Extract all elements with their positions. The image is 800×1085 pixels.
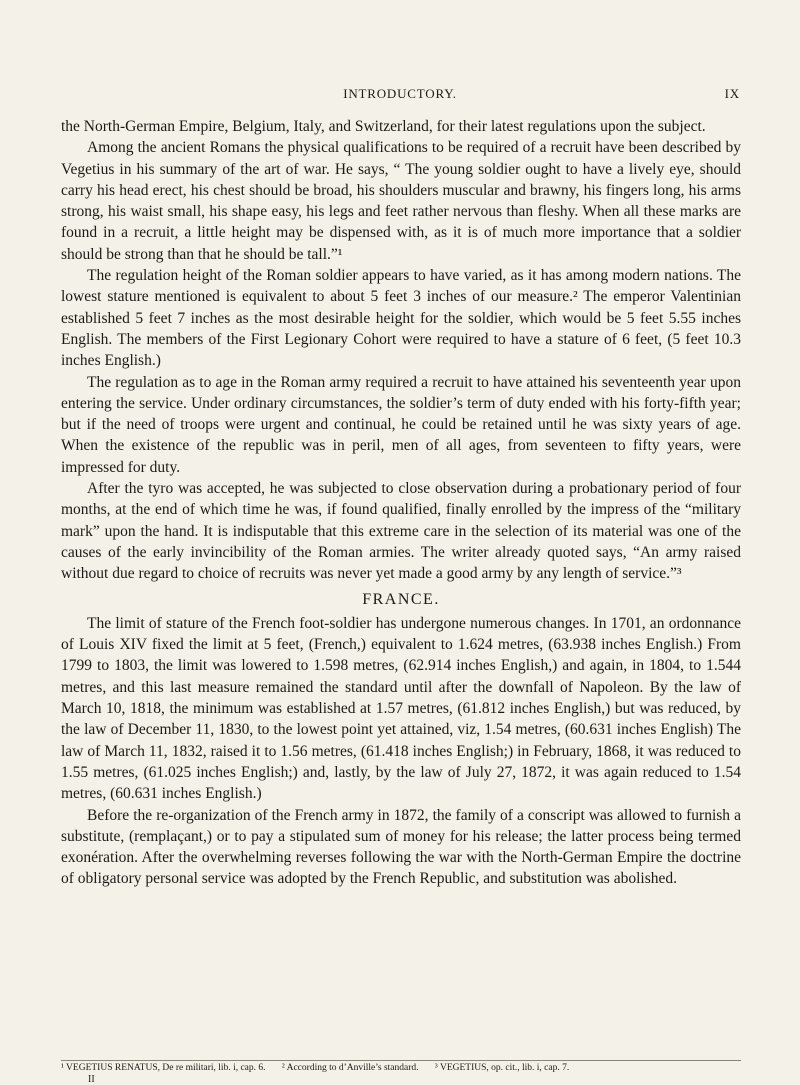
paragraph: The regulation height of the Roman soldier appears to have varied, as it has among modern nations. The lowest stature mentioned is equivalent to about 5 feet 3 inches of our measure.² The emperor Valentinian established 5 feet 7 inches as the most desirable height for the soldier, which would be 5 feet 5.55 inches English. The members of the First Legionary Cohort were required to have a stature of 6 feet, (5 feet 10.3 inches English.) — [61, 267, 741, 370]
paragraph: After the tyro was accepted, he was subjected to close observation during a probationary period of four months, at the end of which time he was, if found qualified, finally enrolled by the impress of the “military mark” upon the hand. It is indisputable that this extreme care in the selection of its material was one of the causes of the early invincibility of the Roman armies. The writer already quoted says, “An army raised without due regard to choice of recruits was never yet made a good army by any length of service.”³ — [61, 480, 741, 583]
paragraph: the North-German Empire, Belgium, Italy, and Switzerland, for their latest regulations upon the subject. — [61, 118, 706, 135]
paragraph: Before the re-organization of the French army in 1872, the family of a conscript was allowed to furnish a substitute, (remplaçant,) or to pay a stipulated sum of money for his release; the latter process being termed exonération. After the overwhelming reverses following the war with the North-German Empire the doctrine of obligatory personal service was adopted by the French Republic, and substitution was abolished. — [61, 806, 741, 888]
footnote: ³ VEGETIUS, op. cit., lib. i, cap. 7. — [434, 1063, 570, 1073]
footnote: ² According to d’Anville’s standard. — [281, 1063, 419, 1073]
page-number: IX — [724, 86, 740, 101]
paragraph: Among the ancient Romans the physical qualifications to be required of a recruit have been described by Vegetius in his summary of the art of war. He says, “ The young soldier ought to have a lively eye, should carry his head erect, his chest should be broad, his shoulders muscular and brawny, his fingers long, his arms strong, his waist small, his shape easy, his legs and feet rather nervous than fleshy. When all these marks are found in a recruit, a little height may be dispensed with, as it is of much more importance that a soldier should be strong than that he should be tall.”¹ — [61, 139, 741, 263]
section-heading: FRANCE. — [362, 590, 440, 608]
footnotes — [61, 1060, 741, 1074]
signature-mark: II — [88, 1074, 95, 1085]
footnote: ¹ VEGETIUS RENATUS, De re militari, lib. i, cap. 6. — [61, 1063, 266, 1073]
body-text — [61, 116, 741, 890]
running-title: INTRODUCTORY. — [343, 86, 457, 101]
paragraph: The regulation as to age in the Roman army required a recruit to have attained his seventeenth year upon entering the service. Under ordinary circumstances, the soldier’s term of duty ended with his forty-fifth year; but if the need of troops were urgent and continual, he could be retained until he was sixty years of age. When the existence of the republic was in peril, men of all ages, from seventeen to fifty years, were impressed for duty. — [61, 373, 741, 476]
paragraph: The limit of stature of the French foot-soldier has undergone numerous changes. In 1701, an ordonnance of Louis XIV fixed the limit at 5 feet, (French,) equivalent to 1.624 metres, (63.938 inches English.) From 1799 to 1803, the limit was lowered to 1.598 metres, (62.914 inches English,) and again, in 1804, to 1.544 metres, and this last measure remained the standard until after the downfall of Napoleon. By the law of March 10, 1818, the minimum was established at 1.57 metres, (61.812 inches English,) but was reduced, by the law of December 11, 1830, to the lowest point yet attained, viz, 1.54 metres, (60.631 inches English) The law of March 11, 1832, raised it to 1.56 metres, (61.418 inches English;) in February, 1868, it was reduced to 1.55 metres, (61.025 inches English;) and, lastly, by the law of July 27, 1872, it was again reduced to 1.54 metres, (60.631 inches English.) — [61, 614, 741, 803]
